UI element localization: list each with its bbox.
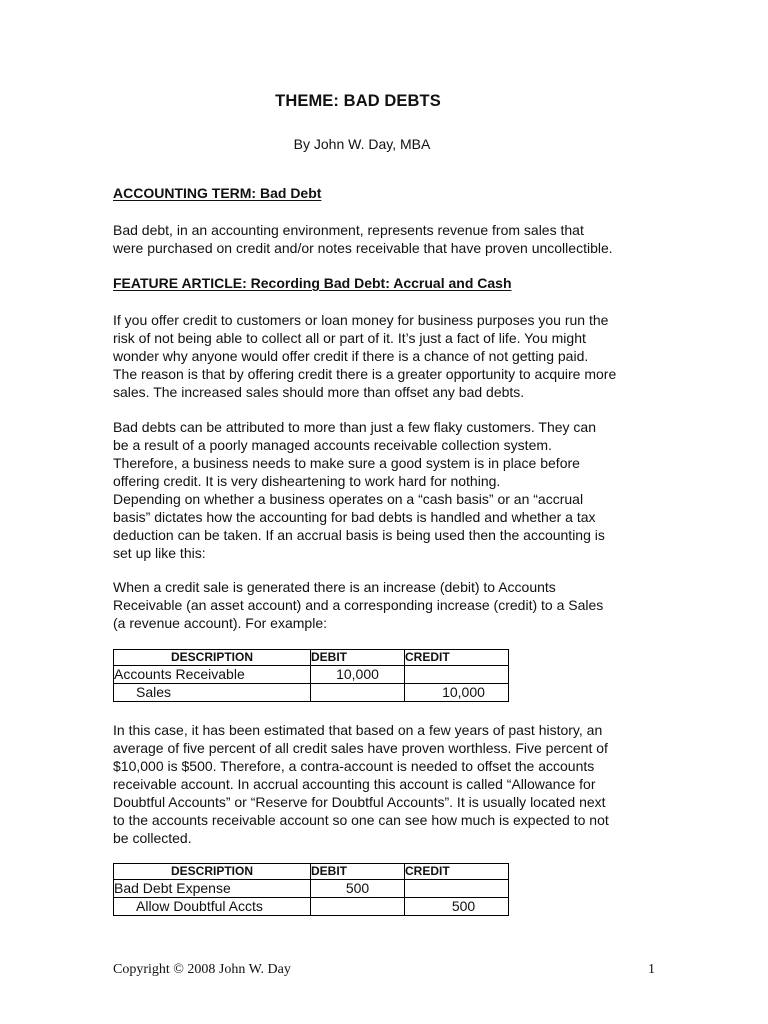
text-line: deduction can be taken. If an accrual basis is being used then the accounting is — [113, 527, 605, 543]
page-title: THEME: BAD DEBTS — [275, 92, 441, 110]
credit-cell — [405, 880, 509, 898]
journal-entry-table-2 — [113, 863, 509, 916]
text-line: Bad debt, in an accounting environment, represents revenue from sales that — [113, 222, 584, 238]
journal-entry-table-1 — [113, 649, 509, 702]
credit-cell — [405, 666, 509, 684]
text-line: offering credit. It is very disheartening to work hard for nothing. — [113, 473, 501, 489]
debit-cell — [311, 898, 405, 916]
text-line: wonder why anyone would offer credit if there is a chance of not getting paid. — [113, 348, 589, 364]
description-cell: Accounts Receivable — [114, 666, 311, 684]
text-line: In this case, it has been estimated that based on a few years of past history, an — [113, 722, 603, 738]
debit-cell — [311, 684, 405, 702]
author-byline: By John W. Day, MBA — [293, 136, 431, 152]
table-header-row — [114, 864, 509, 880]
table-row — [114, 880, 509, 898]
text-line: set up like this: — [113, 545, 206, 561]
description-header: DESCRIPTION — [114, 650, 311, 666]
definition-paragraph — [113, 221, 658, 257]
paragraph-3 — [113, 578, 658, 632]
debit-header: DEBIT — [311, 864, 405, 880]
description-cell: Allow Doubtful Accts — [114, 898, 311, 916]
text-line: If you offer credit to customers or loan money for business purposes you run the — [113, 312, 609, 328]
table-header-row — [114, 650, 509, 666]
text-line: basis” dictates how the accounting for bad debts is handled and whether a tax — [113, 509, 596, 525]
feature-article-heading: FEATURE ARTICLE: Recording Bad Debt: Accrual and Cash — [113, 275, 512, 291]
debit-cell: 500 — [311, 880, 405, 898]
text-line: Depending on whether a business operates on a “cash basis” or an “accrual — [113, 491, 584, 507]
table-row — [114, 898, 509, 916]
text-line: When a credit sale is generated there is an increase (debit) to Accounts — [113, 579, 556, 595]
text-line: Bad debts can be attributed to more than just a few flaky customers. They can — [113, 419, 596, 435]
paragraph-2 — [113, 418, 658, 562]
text-line: receivable account. In accrual accounting this account is called “Allowance for — [113, 776, 596, 792]
text-line: The reason is that by offering credit there is a greater opportunity to acquire more — [113, 366, 617, 382]
text-line: (a revenue account). For example: — [113, 615, 327, 631]
page-number: 1 — [648, 962, 655, 977]
text-line: $10,000 is $500. Therefore, a contra-account is needed to offset the accounts — [113, 758, 595, 774]
debit-header: DEBIT — [311, 650, 405, 666]
text-line: be collected. — [113, 830, 192, 846]
text-line: average of five percent of all credit sales have proven worthless. Five percent of — [113, 740, 608, 756]
paragraph-1 — [113, 311, 658, 401]
credit-header: CREDIT — [405, 650, 509, 666]
text-line: were purchased on credit and/or notes receivable that have proven uncollectible. — [113, 240, 613, 256]
paragraph-4 — [113, 721, 658, 847]
copyright-footer: Copyright © 2008 John W. Day — [113, 962, 291, 977]
description-header: DESCRIPTION — [114, 864, 311, 880]
accounting-term-heading: ACCOUNTING TERM: Bad Debt — [113, 185, 322, 201]
description-cell: Sales — [114, 684, 311, 702]
text-line: be a result of a poorly managed accounts receivable collection system. — [113, 437, 552, 453]
text-line: Therefore, a business needs to make sure a good system is in place before — [113, 455, 580, 471]
debit-cell: 10,000 — [311, 666, 405, 684]
table-row — [114, 666, 509, 684]
text-line: Receivable (an asset account) and a corresponding increase (credit) to a Sales — [113, 597, 604, 613]
text-line: to the accounts receivable account so one can see how much is expected to not — [113, 812, 609, 828]
text-line: sales. The increased sales should more than offset any bad debts. — [113, 384, 525, 400]
credit-cell: 10,000 — [405, 684, 509, 702]
credit-cell: 500 — [405, 898, 509, 916]
text-line: Doubtful Accounts” or “Reserve for Doubtful Accounts”. It is usually located next — [113, 794, 606, 810]
text-line: risk of not being able to collect all or part of it. It’s just a fact of life. You might — [113, 330, 586, 346]
table-row — [114, 684, 509, 702]
credit-header: CREDIT — [405, 864, 509, 880]
description-cell: Bad Debt Expense — [114, 880, 311, 898]
